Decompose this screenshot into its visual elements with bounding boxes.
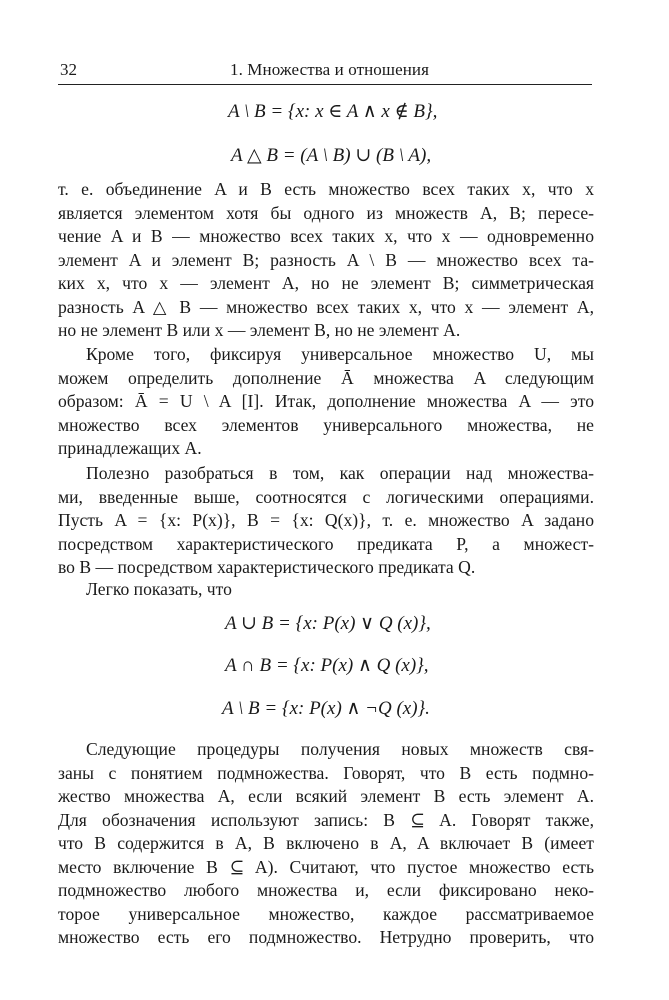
text-line: место включение B ⊆ A). Считают, что пустое множество есть xyxy=(58,856,594,877)
formula-intersection: A ∩ B = {x: P(x) ∧ Q (x)}, xyxy=(225,655,429,676)
formula-symmetric-difference: A △ B = (A \ B) ∪ (B \ A), xyxy=(231,145,432,166)
text-line: во B — посредством характеристического предиката Q. xyxy=(58,557,476,577)
text-line: Для обозначения используют запись: B ⊆ A. Говорят также, xyxy=(58,809,594,830)
text-line: Следующие процедуры получения новых множеств свя- xyxy=(86,739,594,759)
text-line: множество есть его подмножество. Нетрудно проверить, что xyxy=(58,927,594,947)
page-number: 32 xyxy=(60,60,77,79)
text-line: что B содержится в A, B включено в A, A включает B (имеет xyxy=(58,833,594,853)
paragraph-complement xyxy=(58,343,594,461)
text-line: Полезно разобраться в том, как операции над множества- xyxy=(86,463,594,483)
text-line: чение A и B — множество всех таких x, что x — одновременно xyxy=(58,226,594,246)
text-line: посредством характеристического предиката P, а множест- xyxy=(58,533,594,554)
text-line: является элементом хотя бы одного из множеств A, B; пересе- xyxy=(58,202,594,223)
text-line: множество всех элементов универсального множества, не xyxy=(58,414,594,435)
formula-union: A ∪ B = {x: P(x) ∨ Q (x)}, xyxy=(225,613,431,634)
text-line: разность A △ B — множество всех таких x, что x — элемент A, xyxy=(58,296,594,317)
text-line: элемент A и элемент B; разность A \ B — множество всех та- xyxy=(58,249,594,270)
text-line: т. е. объединение A и B есть множество всех таких x, что x xyxy=(58,179,594,199)
text-line: подмножество любого множества и, если фиксировано неко- xyxy=(58,880,594,900)
text-line: но не элемент B или x — элемент B, но не элемент A. xyxy=(58,320,461,340)
header-rule xyxy=(58,84,592,85)
text-line: образом: Ā = U \ A [I]. Итак, дополнение множества A — это xyxy=(58,391,594,411)
text-line: Кроме того, фиксируя универсальное множество U, мы xyxy=(86,344,594,364)
paragraph-definitions xyxy=(58,178,594,343)
text-line: можем определить дополнение Ā множества A следующим xyxy=(58,367,594,388)
text-line: Легко показать, что xyxy=(86,579,232,599)
text-line: жество множества A, если всякий элемент B есть элемент A. xyxy=(58,786,594,806)
formula-difference-logic: A \ B = {x: P(x) ∧ ¬Q (x)}. xyxy=(222,698,430,719)
text-line: принадлежащих A. xyxy=(58,438,202,458)
paragraph-logic xyxy=(58,462,594,580)
text-line: ких x, что x — элемент A, но не элемент B; симметрическая xyxy=(58,273,594,293)
text-line: ми, введенные выше, соотносятся с логическими операциями. xyxy=(58,486,594,507)
running-title: 1. Множества и отношения xyxy=(230,60,430,79)
text-line: заны с понятием подмножества. Говорят, что B есть подмно- xyxy=(58,762,594,783)
paragraph-easy-to-show xyxy=(58,578,594,602)
formula-difference: A \ B = {x: x ∈ A ∧ x ∉ B}, xyxy=(228,101,438,122)
paragraph-subsets xyxy=(58,738,594,950)
text-line: торое универсальное множество, каждое рассматриваемое xyxy=(58,903,594,924)
text-line: Пусть A = {x: P(x)}, B = {x: Q(x)}, т. е. множество A задано xyxy=(58,510,594,530)
